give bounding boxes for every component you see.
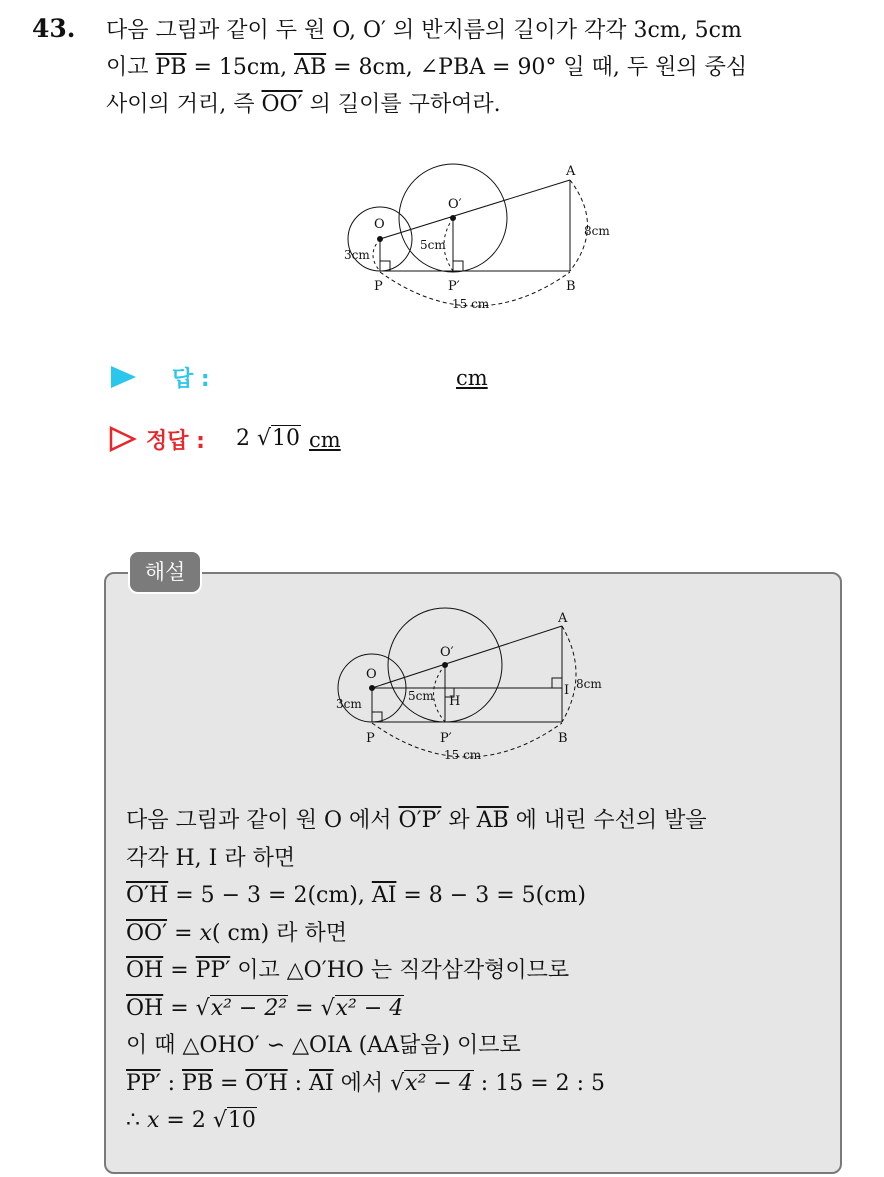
solution-line-2: 각각 H, I 라 하면: [126, 845, 296, 871]
label-o-prime: O′: [448, 197, 462, 212]
solution-text: [126, 802, 707, 1140]
label-o: O: [366, 667, 377, 682]
label-8cm: 8cm: [576, 677, 602, 691]
segment-ab: $\overline{AB}$: [294, 55, 327, 80]
radicand: 10: [227, 1108, 256, 1133]
solution-line-7: 이 때 △OHO′ ∽ △OIA (AA닮음) 이므로: [126, 1033, 521, 1058]
segment: PP′: [126, 1070, 161, 1096]
segment-oo: OO′: [261, 92, 303, 117]
text: 에 내린 수선의 발을: [508, 808, 707, 833]
variable: x: [147, 1108, 160, 1133]
question-number: 43.: [32, 14, 76, 43]
arc-3cm: [373, 239, 380, 271]
solution-line-6: [126, 990, 707, 1028]
segment: O′H: [126, 883, 169, 908]
label-i: I: [564, 683, 570, 698]
radicand: x² − 4: [405, 1070, 473, 1096]
label-8cm: 8cm: [584, 224, 610, 238]
text: ( cm) 라 하면: [211, 920, 348, 946]
sqrt: √x² − 2²: [195, 995, 288, 1021]
explanation-tag: 해설: [128, 550, 202, 594]
solution-line-8: [126, 1065, 707, 1103]
text: =: [167, 920, 200, 946]
solution-line-5: [126, 952, 707, 990]
radicand: x² − 2²: [210, 995, 288, 1021]
text: 사이의 거리, 즉: [106, 92, 262, 117]
radicand: x² − 4: [335, 995, 404, 1021]
segment: O′H: [245, 1070, 288, 1096]
text: 와: [441, 808, 477, 833]
answer-play-icon: [108, 364, 138, 390]
text: = 15cm,: [186, 55, 295, 80]
label-p: P: [366, 731, 375, 746]
variable: x: [199, 920, 212, 946]
segment: O′P′: [398, 808, 442, 833]
label-o-prime: O′: [440, 645, 454, 660]
segment: $\overline{AI}$: [371, 883, 397, 908]
line-oa: [372, 626, 562, 688]
sqrt: √x² − 4: [390, 1070, 473, 1096]
text: = 5 − 3 = 2(cm),: [168, 883, 372, 908]
solution-line-1: [126, 802, 707, 840]
correct-label: 정답 :: [146, 429, 205, 454]
text: 이고 △O′HO 는 직각삼각형이므로: [230, 958, 570, 983]
label-3cm: 3cm: [344, 248, 370, 262]
label-a: A: [566, 164, 576, 179]
label-3cm: 3cm: [336, 697, 362, 711]
segment: PP′: [195, 958, 231, 983]
center-o-dot: [378, 237, 383, 242]
label-5cm: 5cm: [408, 689, 434, 703]
text: 이고: [106, 55, 156, 80]
question-text: [106, 12, 866, 123]
label-o: O: [374, 217, 385, 232]
label-h: H: [449, 694, 461, 709]
solution-line-9: [126, 1102, 707, 1140]
sqrt: √10: [257, 426, 301, 451]
label-p: P: [374, 279, 383, 294]
segment: $\overline{AI}$: [309, 1070, 334, 1096]
solution-line-3: [126, 877, 707, 915]
text: ∴: [126, 1108, 147, 1133]
label-15cm: 15 cm: [444, 748, 482, 762]
text: :: [287, 1070, 310, 1096]
arc-8cm: [562, 626, 576, 722]
segment: $\overline{OH}$: [126, 995, 164, 1021]
center-o-dot: [370, 686, 375, 691]
arc-5cm: [434, 665, 446, 722]
center-o-prime-dot: [443, 663, 448, 668]
correct-coefficient: 2: [236, 426, 250, 451]
text: = 2: [159, 1108, 206, 1133]
answer-unit: cm: [456, 366, 488, 390]
text: = 8 − 3 = 5(cm): [396, 883, 586, 908]
line-oa: [380, 180, 570, 239]
label-p-prime: P′: [448, 279, 460, 294]
text: = 8cm, ∠PBA = 90° 일 때, 두 원의 중심: [326, 55, 748, 80]
sqrt: √x² − 4: [320, 995, 404, 1021]
segment-pb: $\overline{PB}$: [155, 55, 187, 80]
question-line-3: [106, 86, 866, 123]
text: : 15 = 2 : 5: [473, 1070, 606, 1096]
segment: $\overline{AB}$: [476, 808, 509, 833]
text: =: [213, 1070, 246, 1096]
text: :: [160, 1070, 183, 1096]
label-5cm: 5cm: [420, 238, 446, 252]
label-15cm: 15 cm: [452, 297, 490, 311]
correct-value: [236, 426, 301, 451]
question-line-1: 다음 그림과 같이 두 원 O, O′ 의 반지름의 길이가 각각 3cm, 5cm: [106, 18, 742, 43]
text: 에서: [333, 1070, 391, 1096]
label-a: A: [558, 611, 568, 626]
problem-figure: [330, 160, 630, 320]
explanation-figure: [330, 606, 630, 766]
right-angle-mark: [552, 678, 562, 688]
question-line-2: [106, 49, 866, 86]
label-b: B: [558, 731, 568, 746]
answer-label: 답 :: [172, 367, 210, 392]
label-p-prime: P′: [440, 731, 452, 746]
text: =: [163, 995, 196, 1021]
segment: OO′: [126, 920, 168, 946]
segment: $\overline{OH}$: [126, 958, 164, 983]
label-b: B: [566, 279, 576, 294]
solution-line-4: [126, 915, 707, 953]
sqrt: √10: [212, 1108, 256, 1133]
text: 의 길이를 구하여라.: [302, 92, 501, 117]
text: =: [288, 995, 321, 1021]
right-angle-mark: [453, 261, 463, 271]
correct-unit: cm: [309, 428, 341, 452]
segment: $\overline{PB}$: [182, 1070, 213, 1096]
text: =: [163, 958, 196, 983]
radicand: 10: [272, 426, 301, 451]
center-o-prime-dot: [451, 216, 456, 221]
text: 다음 그림과 같이 원 O 에서: [126, 808, 399, 833]
correct-play-icon: [108, 426, 138, 452]
